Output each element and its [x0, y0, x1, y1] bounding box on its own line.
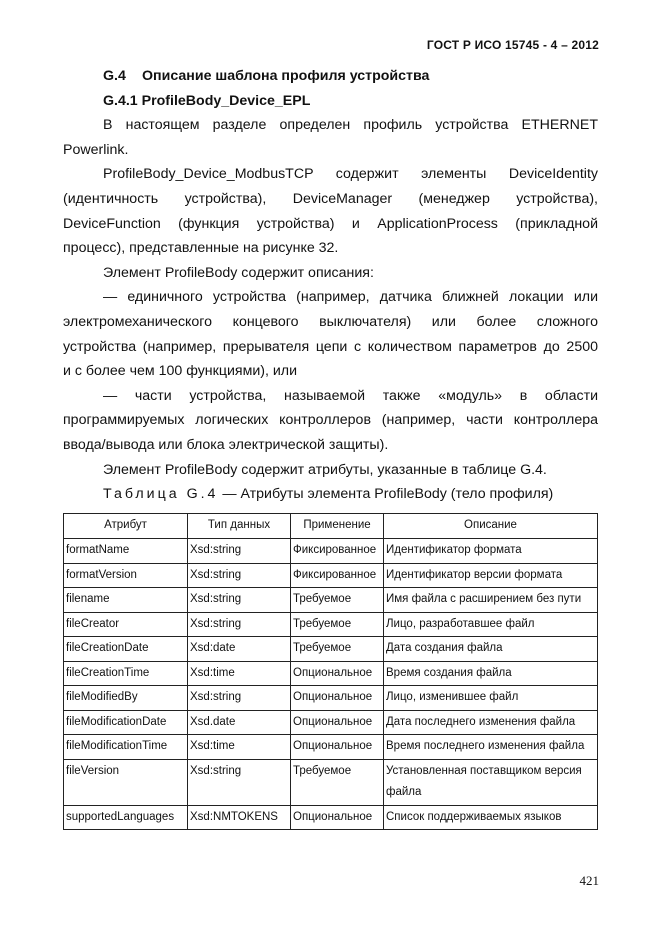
column-header: Тип данных	[188, 514, 291, 539]
table-cell: Xsd:string	[188, 612, 291, 637]
attributes-table	[63, 513, 598, 830]
column-header: Описание	[384, 514, 598, 539]
list-item-line: — части устройства, называемой также «модуль» в области	[103, 387, 598, 404]
table-cell: fileVersion	[64, 759, 188, 805]
table-row	[64, 735, 598, 760]
document-header: ГОСТ Р ИСО 15745 - 4 – 2012	[426, 38, 599, 52]
table-cell: Список поддерживаемых языков	[384, 805, 598, 830]
table-cell: Фиксированное	[291, 539, 384, 564]
table-cell: Требуемое	[291, 588, 384, 613]
table-cell: Xsd:string	[188, 588, 291, 613]
table-cell: fileModificationTime	[64, 735, 188, 760]
section-title: Описание шаблона профиля устройства	[142, 68, 430, 84]
paragraph-line: (идентичность устройства), DeviceManager (менеджер устройства),	[63, 190, 598, 207]
table-cell: fileCreationDate	[64, 637, 188, 662]
paragraph-line: Powerlink.	[63, 141, 129, 158]
paragraph-line: В настоящем разделе определен профиль устройства ETHERNET	[103, 117, 598, 134]
list-item-line: — единичного устройства (например, датчика ближней локации или	[103, 289, 598, 306]
table-cell: filename	[64, 588, 188, 613]
paragraph-line: DeviceFunction (функция устройства) и ApplicationProcess (прикладной	[63, 215, 598, 232]
table-cell: Дата создания файла	[384, 637, 598, 662]
paragraph-line: процесс), представленные на рисунке 32.	[63, 240, 339, 257]
table-cell: Xsd:string	[188, 539, 291, 564]
table-cell: Опциональное	[291, 805, 384, 830]
table-row	[64, 686, 598, 711]
subsection-heading: G.4.1 ProfileBody_Device_EPL	[103, 92, 311, 109]
column-header: Атрибут	[64, 514, 188, 539]
table-row	[64, 661, 598, 686]
list-item-line: и с более чем 100 функциями), или	[63, 363, 297, 380]
table-cell: Идентификатор формата	[384, 539, 598, 564]
table-row	[64, 805, 598, 830]
table-cell: Xsd:time	[188, 735, 291, 760]
table-cell: Опциональное	[291, 686, 384, 711]
table-row	[64, 563, 598, 588]
table-row	[64, 637, 598, 662]
list-item-line: электромеханического концевого выключателя) или более сложного	[63, 313, 598, 330]
table-cell: Xsd:string	[188, 563, 291, 588]
paragraph-line: Элемент ProfileBody содержит атрибуты, указанные в таблице G.4.	[103, 461, 547, 478]
table-cell: fileModificationDate	[64, 710, 188, 735]
table-caption-label: Таблица G.4	[103, 486, 219, 503]
table-cell: Опциональное	[291, 710, 384, 735]
column-header: Применение	[291, 514, 384, 539]
table-row	[64, 710, 598, 735]
table-cell: Дата последнего изменения файла	[384, 710, 598, 735]
list-item-line: устройства (например, прерывателя цепи с количеством параметров до 2500	[63, 338, 598, 355]
page-number: 421	[579, 873, 599, 888]
table-cell: Лицо, разработавшее файл	[384, 612, 598, 637]
section-heading	[63, 64, 598, 89]
table-cell: formatVersion	[64, 563, 188, 588]
table-cell: Время последнего изменения файла	[384, 735, 598, 760]
table-cell: Установленная поставщиком версия файла	[384, 759, 598, 805]
table-cell: supportedLanguages	[64, 805, 188, 830]
table-cell: Xsd:string	[188, 759, 291, 805]
table-row	[64, 759, 598, 805]
table-cell: Фиксированное	[291, 563, 384, 588]
table-cell: Опциональное	[291, 735, 384, 760]
table-cell: Требуемое	[291, 637, 384, 662]
table-cell: Xsd.date	[188, 710, 291, 735]
table-cell: fileCreator	[64, 612, 188, 637]
table-cell: Лицо, изменившее файл	[384, 686, 598, 711]
table-cell: fileModifiedBy	[64, 686, 188, 711]
list-item-line: программируемых логических контроллеров (например, части контроллера	[63, 412, 598, 429]
table-row	[64, 588, 598, 613]
paragraph-line: Элемент ProfileBody содержит описания:	[103, 264, 374, 281]
table-cell: Имя файла с расширением без пути	[384, 588, 598, 613]
list-item-line: ввода/вывода или блока электрической защиты).	[63, 436, 389, 453]
table-cell: Xsd:NMTOKENS	[188, 805, 291, 830]
table-cell: Xsd:date	[188, 637, 291, 662]
table-row	[64, 539, 598, 564]
table-row	[64, 612, 598, 637]
section-number: G.4	[103, 68, 126, 84]
table-cell: Время создания файла	[384, 661, 598, 686]
paragraph-line: ProfileBody_Device_ModbusTCP содержит элементы DeviceIdentity	[103, 166, 598, 183]
table-cell: Идентификатор версии формата	[384, 563, 598, 588]
table-cell: Xsd:time	[188, 661, 291, 686]
table-cell: Опциональное	[291, 661, 384, 686]
table-header-row	[64, 514, 598, 539]
table-cell: Требуемое	[291, 612, 384, 637]
table-cell: Xsd:string	[188, 686, 291, 711]
table-cell: formatName	[64, 539, 188, 564]
table-caption	[63, 482, 598, 507]
table-caption-text: — Атрибуты элемента ProfileBody (тело профиля)	[222, 486, 554, 503]
table-cell: Требуемое	[291, 759, 384, 805]
document-body	[63, 64, 598, 507]
table-cell: fileCreationTime	[64, 661, 188, 686]
